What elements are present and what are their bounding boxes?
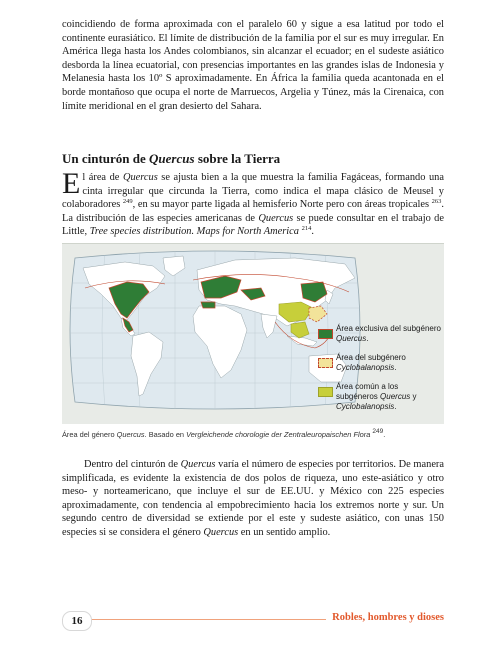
- drop-cap: E: [62, 167, 81, 200]
- figure-caption: Área del género Quercus. Basado en Vergleichende chorologie der Zentraleuropaischen Flora $^{249}$.: [62, 428, 386, 439]
- paragraph-diversity: Dentro del cinturón de Quercus varía el número de especies por territorios. De manera simplificada, es evidente la existencia de dos polos de riqueza, uno este-asiático y otro meso- y norteamericano, que incluye el sur de EE.UU. y México con 225 especies aproximadamente, con tendencia al empobrecimiento hacia los extremos norte y sur. Un segundo centro de diversidad se extiende por el este y sudeste asiático, con unas 150 especies si se considera el género Quercus en un sentido amplio.: [62, 459, 445, 538]
- legend-swatch-common: [318, 387, 333, 397]
- page-number: 16: [62, 611, 92, 631]
- legend-item-quercus: Área exclusiva del subgénero Quercus.: [318, 324, 442, 344]
- legend-item-common: Área común a los subgéneros Quercus y Cyclobalanopsis.: [318, 382, 442, 412]
- paragraph-intro: coincidiendo de forma aproximada con el paralelo 60 y sigue a esa latitud por todo el continente eurasiático. El límite de distribución de la familia por el sur es muy irregular. En América llega hasta los Andes colombianos, sin alcanzar el ecuador; en el sudeste asiático desborda la línea ecuatorial, con presencias importantes en las grandes islas de Indonesia y Melanesia hasta los 10º S aproximadamente. En África la familia queda acantonada en el borde montañoso que ocupa el norte de Marruecos, Argelia y Túnez, más la Cirenaica, con límite meridional en el gran desierto del Sahara.: [62, 19, 444, 112]
- paragraph-quercus-area: El área de Quercus se ajusta bien a la que muestra la familia Fagáceas, formando una cinta irregular que circunda la Tierra, como indica el mapa clásico de Meusel y colaboradores $^{249}$, en su mayor parte ligada al hemisferio Norte pero con áreas tropicales $^{263}$. La distribución de las especies americanas de Quercus se puede consultar en el trabajo de Little, Tree species distribution. Maps for North America $^{214}$.: [62, 167, 444, 238]
- section-heading: Un cinturón de Quercus sobre la Tierra: [62, 151, 281, 166]
- map-legend: [318, 324, 442, 421]
- legend-swatch-cyclobalanopsis: [318, 358, 333, 368]
- map-figure: [62, 243, 444, 424]
- legend-swatch-quercus: [318, 329, 333, 339]
- area-quercus-northafrica: [201, 302, 215, 308]
- running-footer-title: Robles, hombres y dioses: [326, 612, 444, 623]
- legend-item-cyclobalanopsis: Área del subgénero Cyclobalanopsis.: [318, 353, 442, 373]
